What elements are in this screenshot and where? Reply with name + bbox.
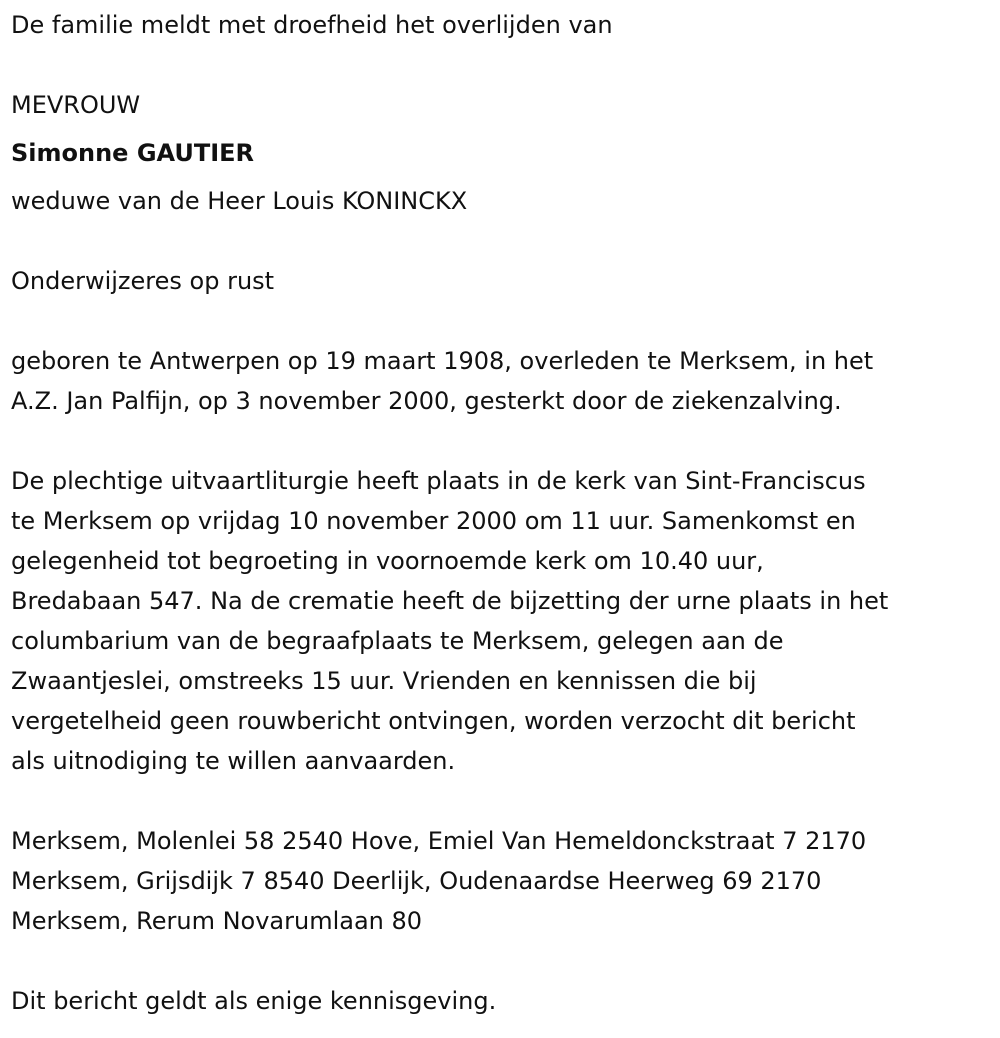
profession-line: Onderwijzeres op rust <box>11 267 275 295</box>
paragraph-line: geboren te Antwerpen op 19 maart 1908, overleden te Merksem, in het <box>11 347 874 375</box>
paragraph-line: De plechtige uitvaartliturgie heeft plaats in de kerk van Sint-Franciscus <box>11 467 866 495</box>
paragraph-line: A.Z. Jan Palfijn, op 3 november 2000, gesterkt door de ziekenzalving. <box>11 387 842 415</box>
address-line: Merksem, Rerum Novarumlaan 80 <box>11 907 423 935</box>
intro-line: De familie meldt met droefheid het overlijden van <box>11 11 613 39</box>
closing-line: Dit bericht geldt als enige kennisgeving. <box>11 987 497 1015</box>
address-line: Merksem, Grijsdijk 7 8540 Deerlijk, Oudenaardse Heerweg 69 2170 <box>11 867 822 895</box>
paragraph-line: Zwaantjeslei, omstreeks 15 uur. Vrienden en kennissen die bij <box>11 667 757 695</box>
paragraph-line: als uitnodiging te willen aanvaarden. <box>11 747 456 775</box>
deceased-name: Simonne GAUTIER <box>11 139 255 167</box>
birth-death-paragraph <box>11 341 991 421</box>
paragraph-line: columbarium van de begraafplaats te Merksem, gelegen aan de <box>11 627 784 655</box>
paragraph-line: gelegenheid tot begroeting in voornoemde kerk om 10.40 uur, <box>11 547 764 575</box>
spouse-line: weduwe van de Heer Louis KONINCKX <box>11 187 468 215</box>
paragraph-line: te Merksem op vrijdag 10 november 2000 om 11 uur. Samenkomst en <box>11 507 856 535</box>
paragraph-line: Bredabaan 547. Na de crematie heeft de bijzetting der urne plaats in het <box>11 587 889 615</box>
salutation: MEVROUW <box>11 91 141 119</box>
addresses-paragraph <box>11 821 991 941</box>
funeral-paragraph <box>11 461 991 781</box>
address-line: Merksem, Molenlei 58 2540 Hove, Emiel Van Hemeldonckstraat 7 2170 <box>11 827 867 855</box>
death-notice <box>11 5 991 1021</box>
paragraph-line: vergetelheid geen rouwbericht ontvingen, worden verzocht dit bericht <box>11 707 856 735</box>
